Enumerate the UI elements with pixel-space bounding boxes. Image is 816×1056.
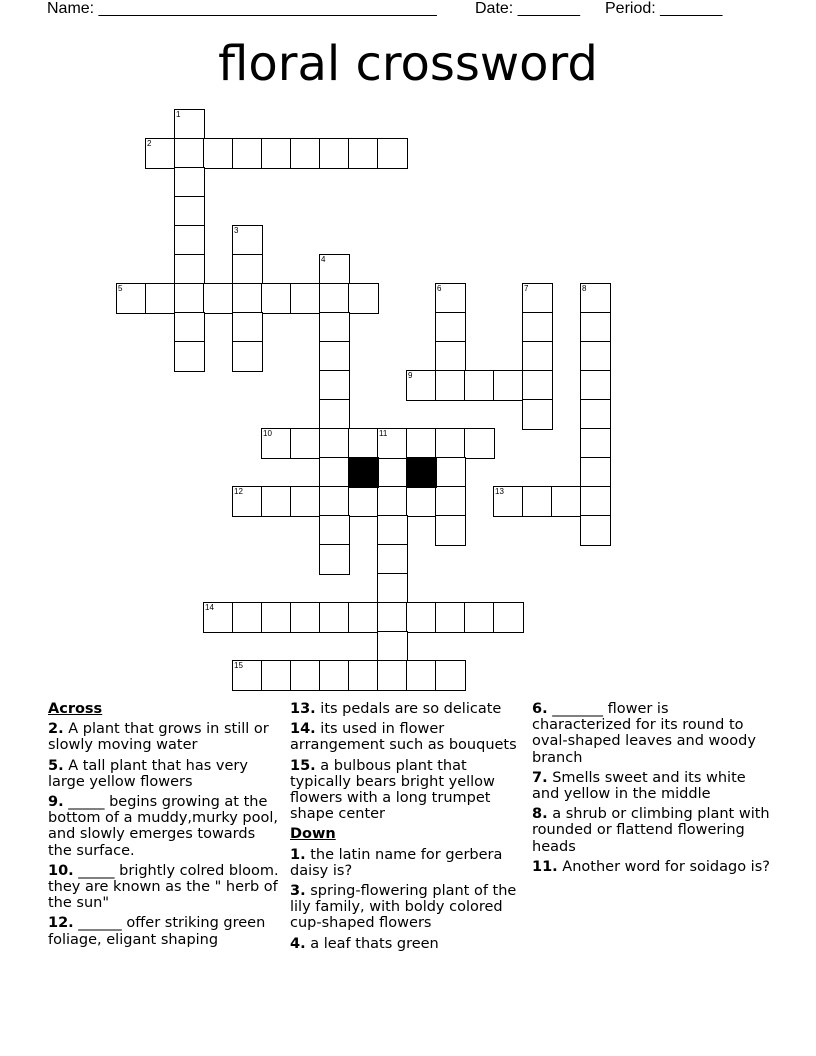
- grid-cell[interactable]: [232, 283, 263, 314]
- grid-cell[interactable]: [348, 602, 379, 633]
- page-title: floral crossword: [218, 36, 598, 92]
- clue-number: 1.: [290, 846, 306, 863]
- clue-number: 15.: [290, 757, 316, 774]
- grid-cell[interactable]: [290, 602, 321, 633]
- grid-cell[interactable]: [522, 283, 553, 314]
- grid-cell[interactable]: [522, 341, 553, 372]
- clue-number-label: 7: [524, 284, 529, 293]
- grid-cell[interactable]: [319, 138, 350, 169]
- grid-cell[interactable]: [580, 312, 611, 343]
- grid-cell[interactable]: [435, 602, 466, 633]
- grid-cell[interactable]: [232, 138, 263, 169]
- clue-number-label: 2: [147, 139, 152, 148]
- grid-cell[interactable]: [348, 138, 379, 169]
- grid-cell[interactable]: [377, 602, 408, 633]
- grid-cell[interactable]: [290, 660, 321, 691]
- clue-text: Another word for soidago is?: [557, 858, 770, 875]
- grid-cell[interactable]: [145, 138, 176, 169]
- grid-cell[interactable]: [406, 602, 437, 633]
- clue-text: the latin name for gerbera daisy is?: [290, 846, 503, 879]
- grid-cell[interactable]: [348, 283, 379, 314]
- grid-cell[interactable]: [580, 515, 611, 546]
- clue-text: ______ offer striking green foliage, eligant shaping: [48, 915, 266, 948]
- grid-cell[interactable]: [319, 370, 350, 401]
- grid-cell[interactable]: [464, 428, 495, 459]
- grid-cell[interactable]: [522, 312, 553, 343]
- across-heading: Across: [48, 701, 103, 717]
- clue-number: 10.: [48, 862, 74, 879]
- grid-cell[interactable]: [348, 486, 379, 517]
- down-heading: Down: [290, 826, 336, 843]
- grid-cell[interactable]: [493, 370, 524, 401]
- grid-cell[interactable]: [435, 457, 466, 488]
- clue-number: 4.: [290, 935, 306, 952]
- grid-cell[interactable]: [145, 283, 176, 314]
- clue-number-label: 9: [408, 371, 413, 380]
- grid-cell[interactable]: [319, 254, 350, 285]
- grid-cell[interactable]: [522, 486, 553, 517]
- grid-cell[interactable]: [261, 486, 292, 517]
- clue-number: 13.: [290, 701, 316, 717]
- grid-cell[interactable]: [174, 283, 205, 314]
- clue-number: 2.: [48, 721, 64, 738]
- grid-cell[interactable]: [174, 196, 205, 227]
- clue-text: A tall plant that has very large yellow flowers: [48, 757, 248, 790]
- grid-cell[interactable]: [493, 602, 524, 633]
- grid-cell[interactable]: [232, 602, 263, 633]
- grid-cell[interactable]: [522, 370, 553, 401]
- grid-cell[interactable]: [290, 283, 321, 314]
- clue-number-label: 6: [437, 284, 442, 293]
- grid-cell[interactable]: [464, 370, 495, 401]
- grid-cell[interactable]: [406, 428, 437, 459]
- clue-number: 6.: [532, 701, 548, 717]
- grid-cell[interactable]: [174, 225, 205, 256]
- across-clue: [290, 758, 526, 823]
- down-clue: [290, 936, 526, 952]
- clue-text: a shrub or climbing plant with rounded or flattend flowering heads: [532, 806, 770, 855]
- grid-cell[interactable]: [319, 486, 350, 517]
- grid-cell[interactable]: [580, 428, 611, 459]
- grid-cell[interactable]: [377, 660, 408, 691]
- clue-number-label: 5: [118, 284, 123, 293]
- grid-cell[interactable]: [116, 283, 147, 314]
- clue-number: 14.: [290, 721, 316, 738]
- clue-text: its pedals are so delicate: [315, 701, 502, 717]
- down-clue: [532, 806, 772, 855]
- clue-text: spring-flowering plant of the lily family, with boldy colored cup-shaped flowers: [290, 883, 517, 932]
- clue-number: 3.: [290, 883, 306, 900]
- grid-cell[interactable]: [435, 428, 466, 459]
- grid-cell[interactable]: [290, 428, 321, 459]
- clue-number-label: 1: [176, 110, 181, 119]
- grid-cell[interactable]: [435, 341, 466, 372]
- grid-cell[interactable]: [232, 341, 263, 372]
- grid-cell[interactable]: [377, 515, 408, 546]
- grid-cell[interactable]: [261, 138, 292, 169]
- across-clue: [48, 863, 280, 912]
- grid-cell[interactable]: [319, 515, 350, 546]
- clue-number-label: 15: [234, 661, 243, 670]
- grid-cell[interactable]: [435, 515, 466, 546]
- grid-cell[interactable]: [232, 660, 263, 691]
- across-clue: [290, 721, 526, 753]
- grid-cell[interactable]: [174, 254, 205, 285]
- grid-cell[interactable]: [348, 428, 379, 459]
- grid-cell[interactable]: [174, 312, 205, 343]
- clue-number: 5.: [48, 757, 64, 774]
- grid-cell[interactable]: [319, 660, 350, 691]
- grid-cell[interactable]: [435, 283, 466, 314]
- across-clue: [48, 915, 280, 947]
- down-clue: [532, 859, 772, 875]
- clue-text: _____ brightly colred bloom. they are known as the " herb of the sun": [48, 862, 279, 912]
- grid-cell[interactable]: [232, 254, 263, 285]
- grid-cell[interactable]: [435, 660, 466, 691]
- clue-column-1: [48, 701, 280, 952]
- clue-text: Smells sweet and its white and yellow in the middle: [532, 769, 746, 803]
- clue-text: _______ flower is characterized for its round to oval-shaped leaves and woody branch: [532, 701, 756, 766]
- down-clue: [290, 847, 526, 879]
- grid-cell[interactable]: [406, 660, 437, 691]
- grid-cell[interactable]: [377, 544, 408, 575]
- clue-number: 9.: [48, 794, 64, 811]
- grid-cell[interactable]: [232, 486, 263, 517]
- clue-number-label: 10: [263, 429, 272, 438]
- grid-cell[interactable]: [174, 138, 205, 169]
- grid-cell[interactable]: [435, 486, 466, 517]
- clue-number-label: 14: [205, 603, 214, 612]
- grid-cell[interactable]: [319, 341, 350, 372]
- clue-text: its used in flower arrangement such as bouquets: [290, 721, 517, 754]
- grid-cell[interactable]: [435, 312, 466, 343]
- across-clue: [290, 701, 526, 717]
- grid-cell[interactable]: [435, 370, 466, 401]
- grid-cell[interactable]: [348, 660, 379, 691]
- clue-number: 7.: [532, 769, 548, 786]
- name-field[interactable]: Name: ______________________________________: [47, 0, 437, 17]
- grid-cell[interactable]: [174, 167, 205, 198]
- down-clue: [290, 883, 526, 932]
- grid-cell[interactable]: [406, 370, 437, 401]
- clue-text: A plant that grows in still or slowly moving water: [48, 721, 269, 754]
- down-clue: [532, 770, 772, 802]
- clue-number: 11.: [532, 858, 558, 875]
- clue-column-3: [532, 701, 772, 879]
- date-field[interactable]: Date: _______: [475, 0, 580, 17]
- clue-number: 12.: [48, 915, 74, 932]
- grid-cell[interactable]: [319, 283, 350, 314]
- grid-cell[interactable]: [261, 283, 292, 314]
- grid-cell[interactable]: [290, 486, 321, 517]
- grid-cell[interactable]: [290, 138, 321, 169]
- clue-number-label: 8: [582, 284, 587, 293]
- grid-cell[interactable]: [377, 573, 408, 604]
- clue-text: _____ begins growing at the bottom of a muddy,murky pool, and slowly emerges towards the surface.: [48, 794, 278, 859]
- grid-cell[interactable]: [580, 399, 611, 430]
- grid-cell[interactable]: [377, 138, 408, 169]
- grid-cell[interactable]: [261, 660, 292, 691]
- grid-cell[interactable]: [232, 225, 263, 256]
- clue-number-label: 12: [234, 487, 243, 496]
- grid-cell[interactable]: [319, 312, 350, 343]
- grid-cell[interactable]: [522, 399, 553, 430]
- grid-cell[interactable]: [464, 602, 495, 633]
- grid-cell[interactable]: [203, 283, 234, 314]
- grid-cell[interactable]: [580, 486, 611, 517]
- grid-cell[interactable]: [203, 602, 234, 633]
- period-field[interactable]: Period: _______: [605, 0, 723, 17]
- grid-cell[interactable]: [377, 486, 408, 517]
- clue-number-label: 3: [234, 226, 239, 235]
- across-clue: [48, 721, 280, 753]
- grid-cell[interactable]: [261, 428, 292, 459]
- grid-cell[interactable]: [493, 486, 524, 517]
- clue-text: a bulbous plant that typically bears bright yellow flowers with a long trumpet shape center: [290, 757, 495, 823]
- clue-column-2: [290, 701, 526, 956]
- across-clue: [48, 794, 280, 859]
- grid-block: [406, 457, 437, 488]
- grid-cell[interactable]: [319, 457, 350, 488]
- grid-cell[interactable]: [406, 486, 437, 517]
- grid-cell[interactable]: [580, 341, 611, 372]
- across-clue: [48, 758, 280, 790]
- clue-number-label: 13: [495, 487, 504, 496]
- grid-cell[interactable]: [580, 457, 611, 488]
- clue-number-label: 11: [379, 429, 388, 438]
- grid-cell[interactable]: [319, 602, 350, 633]
- grid-block: [348, 457, 379, 488]
- grid-cell[interactable]: [232, 312, 263, 343]
- grid-cell[interactable]: [174, 109, 205, 140]
- grid-cell[interactable]: [580, 370, 611, 401]
- grid-cell[interactable]: [319, 544, 350, 575]
- clue-text: a leaf thats green: [305, 935, 439, 952]
- grid-cell[interactable]: [551, 486, 582, 517]
- grid-cell[interactable]: [377, 631, 408, 662]
- grid-cell[interactable]: [377, 428, 408, 459]
- clue-number: 8.: [532, 806, 548, 823]
- grid-cell[interactable]: [319, 399, 350, 430]
- grid-cell[interactable]: [319, 428, 350, 459]
- clue-number-label: 4: [321, 255, 326, 264]
- down-clue: [532, 701, 772, 766]
- grid-cell[interactable]: [174, 341, 205, 372]
- grid-cell[interactable]: [261, 602, 292, 633]
- grid-cell[interactable]: [203, 138, 234, 169]
- grid-cell[interactable]: [580, 283, 611, 314]
